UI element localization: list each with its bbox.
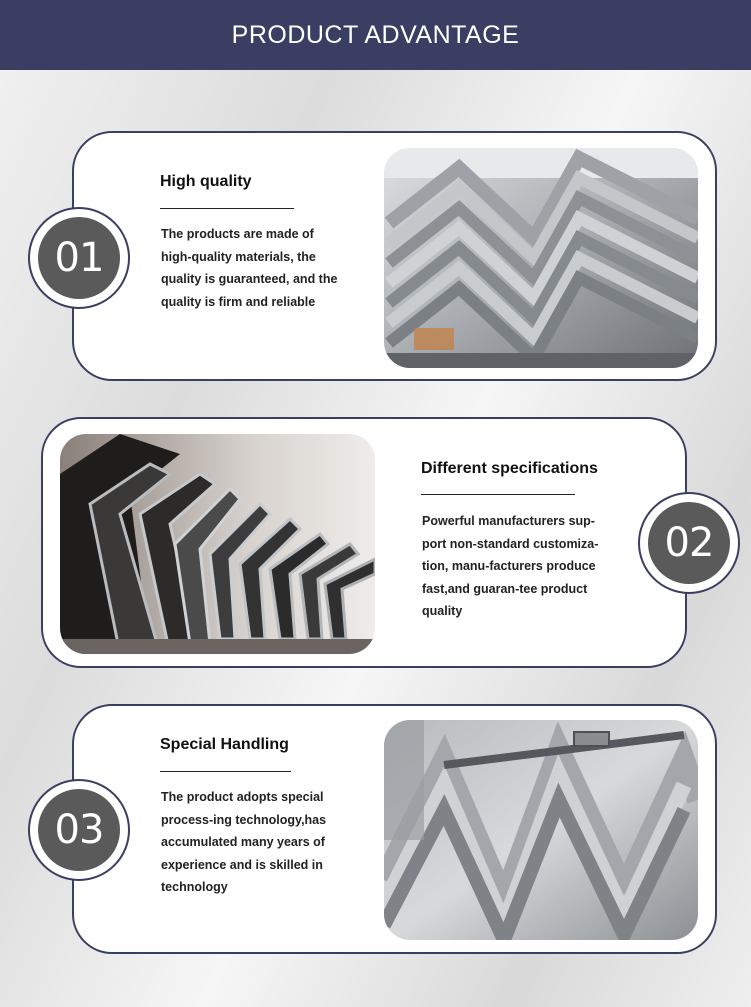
badge-ring-2	[638, 492, 740, 594]
description-line: port non-standard customiza-	[422, 536, 599, 551]
description-line: fast,and guaran-tee product	[422, 581, 588, 596]
badge-ring-3	[28, 779, 130, 881]
title-underline-3	[160, 771, 291, 772]
strapped-angle-steel-image	[384, 720, 698, 940]
description-line: tion, manu-facturers produce	[422, 559, 596, 573]
page-title: PRODUCT ADVANTAGE	[231, 20, 520, 49]
description-line: experience and is skilled in	[161, 857, 323, 872]
description-line: technology	[161, 880, 228, 894]
description-line: quality	[422, 604, 463, 618]
description-line: quality is guaranteed, and the	[161, 272, 338, 286]
advantage-description-2	[422, 510, 598, 623]
advantage-title-1: High quality	[160, 173, 252, 190]
number-badge-2: 02	[648, 502, 730, 584]
description-line: The product adopts special	[161, 790, 324, 804]
badge-ring-1	[28, 207, 130, 309]
description-line: accumulated many years of	[161, 835, 325, 849]
angle-steel-samples-image	[60, 434, 375, 654]
description-line: process-ing technology,has	[161, 812, 327, 827]
description-line: quality is firm and reliable	[161, 294, 316, 309]
title-underline-1	[160, 208, 294, 209]
description-line: Powerful manufacturers sup-	[422, 514, 595, 528]
advantage-title-2: Different specifications	[421, 460, 598, 477]
title-underline-2	[421, 494, 575, 495]
angle-steel-stack-image	[384, 148, 698, 368]
product-photo-1	[384, 148, 698, 368]
advantage-title-3: Special Handling	[160, 736, 289, 753]
description-line: high-quality materials, the	[161, 249, 316, 264]
number-badge-1: 01	[38, 217, 120, 299]
product-photo-2	[60, 434, 375, 654]
advantage-description-3	[161, 786, 326, 899]
product-photo-3	[384, 720, 698, 940]
description-line: The products are made of	[161, 227, 314, 241]
page-header	[0, 0, 751, 70]
advantage-description-1	[161, 223, 337, 313]
number-badge-3: 03	[38, 789, 120, 871]
